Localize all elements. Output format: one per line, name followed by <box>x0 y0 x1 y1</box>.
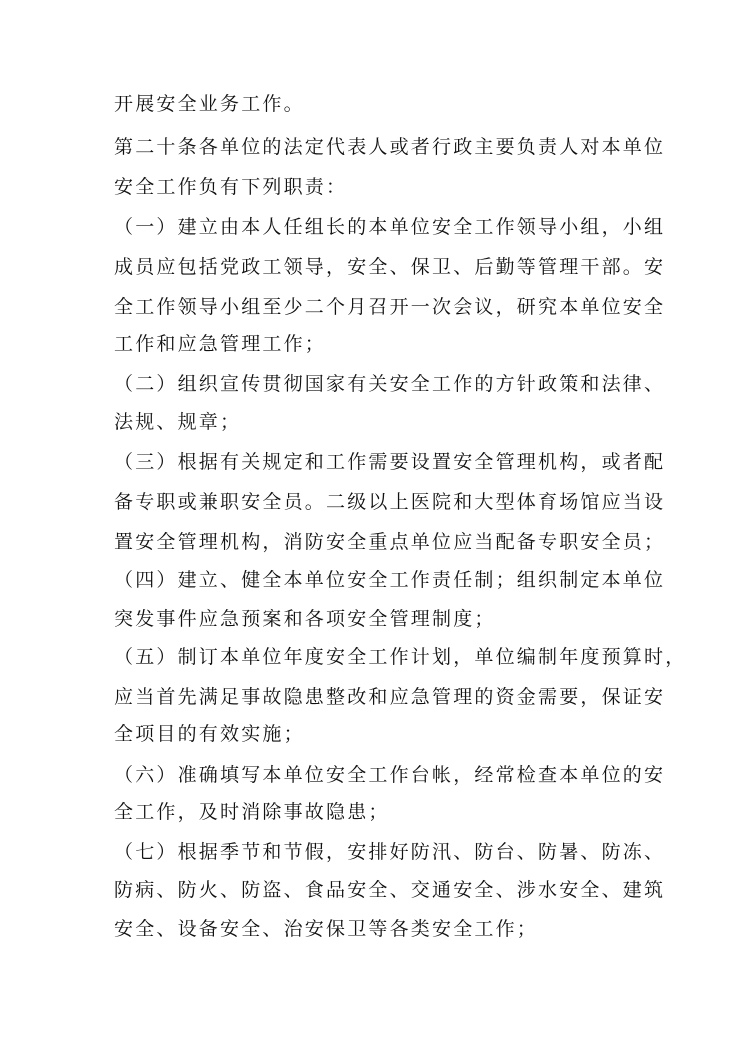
text-line: 工作和应急管理工作； <box>114 333 327 355</box>
text-line: （五）制订本单位年度安全工作计划，单位编制年度预算时， <box>114 646 687 668</box>
text-line: （一）建立由本人任组长的本单位安全工作领导小组，小组 <box>114 216 666 238</box>
text-line: 全工作，及时消除事故隐患； <box>114 801 390 823</box>
text-line: （四）建立、健全本单位安全工作责任制；组织制定本单位 <box>114 569 666 591</box>
text-line: 安全、设备安全、治安保卫等各类安全工作； <box>114 918 539 940</box>
text-line: 法规、规章； <box>114 411 242 433</box>
text-line: 全工作领导小组至少二个月召开一次会议，研究本单位安全 <box>114 296 666 318</box>
text-line: （三）根据有关规定和工作需要设置安全管理机构，或者配 <box>114 451 666 473</box>
text-line: 置安全管理机构，消防安全重点单位应当配备专职安全员； <box>114 531 666 553</box>
text-line: 备专职或兼职安全员。二级以上医院和大型体育场馆应当设 <box>114 491 666 513</box>
text-line: 开展安全业务工作。 <box>114 93 305 115</box>
text-line: （七）根据季节和节假，安排好防汛、防台、防暑、防冻、 <box>114 841 666 863</box>
text-line: 全项目的有效实施； <box>114 723 305 745</box>
text-line: 安全工作负有下列职责： <box>114 176 348 198</box>
text-line: （二）组织宣传贯彻国家有关安全工作的方针政策和法律、 <box>114 373 666 395</box>
text-line: 成员应包括党政工领导，安全、保卫、后勤等管理干部。安 <box>114 256 666 278</box>
text-line: （六）准确填写本单位安全工作台帐，经常检查本单位的安 <box>114 764 666 786</box>
text-line: 应当首先满足事故隐患整改和应急管理的资金需要，保证安 <box>114 686 666 708</box>
text-line: 第二十条各单位的法定代表人或者行政主要负责人对本单位 <box>114 136 666 158</box>
text-line: 突发事件应急预案和各项安全管理制度； <box>114 608 496 630</box>
text-line: 防病、防火、防盗、食品安全、交通安全、涉水安全、建筑 <box>114 879 666 901</box>
